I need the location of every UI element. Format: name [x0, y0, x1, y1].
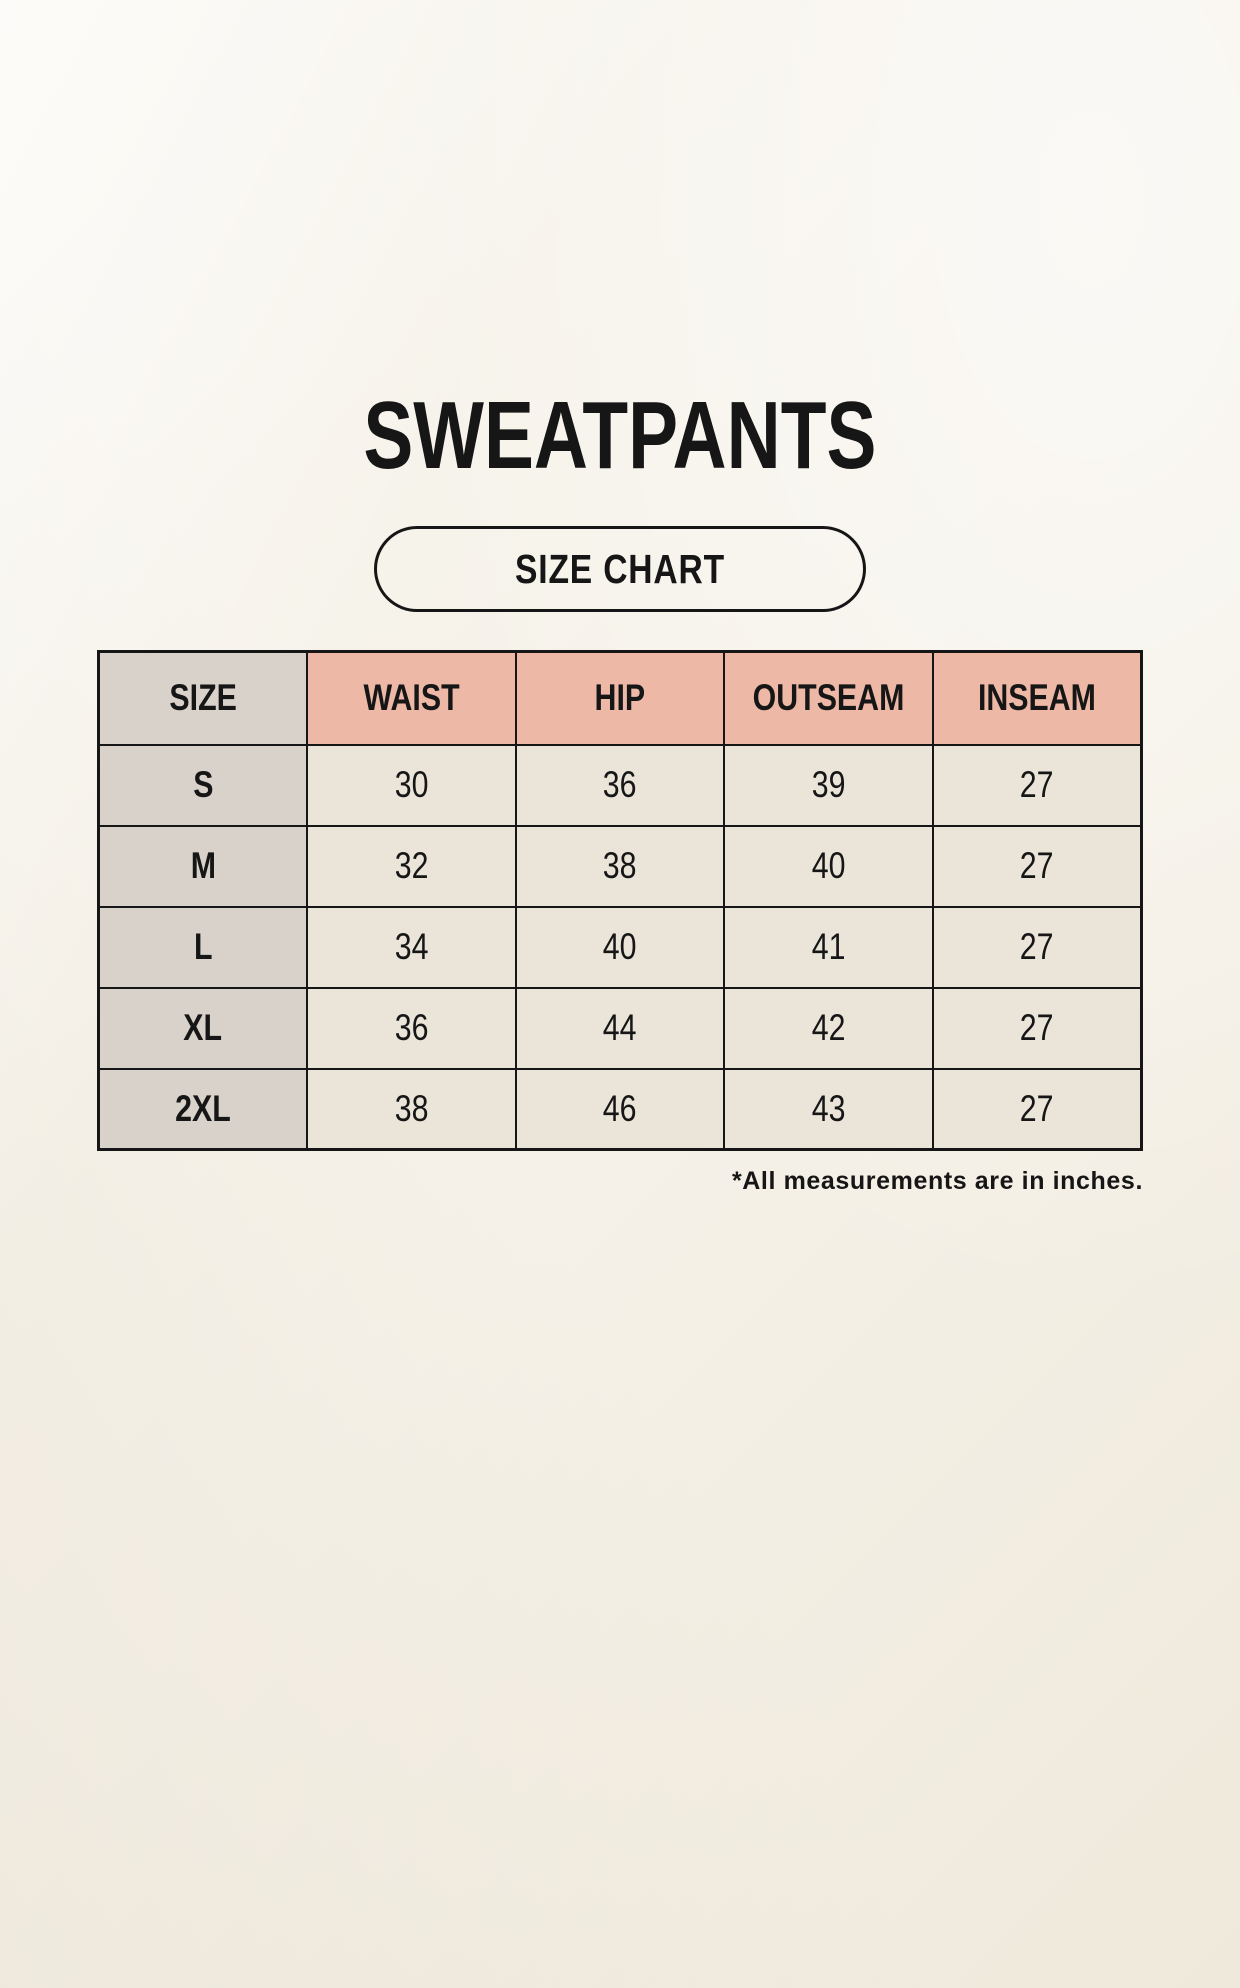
column-header-inseam-label: INSEAM: [977, 677, 1096, 719]
table-header-row: [99, 652, 1142, 745]
cell-s-outseam-value: 39: [811, 764, 846, 805]
table-row-xl: [99, 988, 1142, 1069]
cell-2xl-outseam-value: 43: [811, 1087, 846, 1129]
cell-l-hip-value: 40: [603, 926, 637, 967]
column-header-hip: [516, 652, 725, 745]
cell-xl-inseam: [933, 988, 1142, 1069]
size-chart-badge: [374, 526, 866, 612]
column-header-waist-label: WAIST: [363, 677, 460, 719]
cell-2xl-waist: [307, 1069, 516, 1150]
cell-2xl-inseam: [933, 1069, 1142, 1150]
cell-l-hip: [516, 907, 725, 988]
row-label-2xl: [99, 1069, 308, 1150]
row-label-l: [99, 907, 308, 988]
row-label-s: [99, 745, 308, 826]
size-chart-table: [97, 650, 1143, 1151]
column-header-outseam-label: OUTSEAM: [752, 677, 905, 719]
cell-l-inseam-value: 27: [1020, 926, 1054, 967]
size-chart-badge-label: SIZE CHART: [515, 545, 725, 592]
cell-m-inseam-value: 27: [1020, 845, 1054, 886]
cell-m-outseam: [724, 826, 933, 907]
row-label-xl-text: XL: [183, 1007, 223, 1048]
cell-l-outseam-value: 41: [811, 926, 846, 967]
cell-s-inseam-value: 27: [1020, 764, 1054, 805]
column-header-inseam: [933, 652, 1142, 745]
cell-xl-waist-value: 36: [394, 1007, 429, 1048]
cell-xl-hip-value: 44: [603, 1007, 637, 1048]
cell-s-outseam: [724, 745, 933, 826]
cell-m-hip: [516, 826, 725, 907]
column-header-outseam: [724, 652, 933, 745]
cell-2xl-hip: [516, 1069, 725, 1150]
row-label-2xl-text: 2XL: [175, 1087, 231, 1129]
table-row-s: [99, 745, 1142, 826]
cell-2xl-waist-value: 38: [394, 1087, 429, 1129]
table-row-l: [99, 907, 1142, 988]
cell-m-outseam-value: 40: [811, 845, 846, 886]
row-label-m-text: M: [190, 845, 216, 886]
column-header-hip-label: HIP: [594, 677, 646, 719]
cell-xl-outseam-value: 42: [811, 1007, 846, 1048]
table-row-m: [99, 826, 1142, 907]
row-label-m: [99, 826, 308, 907]
cell-l-outseam: [724, 907, 933, 988]
row-label-l-text: L: [193, 926, 213, 967]
cell-2xl-hip-value: 46: [603, 1087, 637, 1129]
row-label-xl: [99, 988, 308, 1069]
cell-s-inseam: [933, 745, 1142, 826]
column-header-size: [99, 652, 308, 745]
cell-m-waist-value: 32: [394, 845, 429, 886]
cell-m-waist: [307, 826, 516, 907]
cell-l-waist: [307, 907, 516, 988]
measurements-footnote: *All measurements are in inches.: [731, 1167, 1143, 1195]
row-label-s-text: S: [192, 764, 214, 805]
cell-s-hip-value: 36: [603, 764, 637, 805]
column-header-size-label: SIZE: [169, 677, 237, 719]
table-row-2xl: [99, 1069, 1142, 1150]
cell-xl-outseam: [724, 988, 933, 1069]
size-chart-table-container: [97, 650, 1143, 1151]
cell-l-inseam: [933, 907, 1142, 988]
cell-2xl-outseam: [724, 1069, 933, 1150]
page-title: [0, 382, 1240, 489]
cell-l-waist-value: 34: [394, 926, 429, 967]
page-title-text: SWEATPANTS: [363, 382, 877, 489]
cell-s-waist: [307, 745, 516, 826]
cell-s-waist-value: 30: [394, 764, 429, 805]
cell-s-hip: [516, 745, 725, 826]
column-header-waist: [307, 652, 516, 745]
cell-xl-hip: [516, 988, 725, 1069]
cell-xl-inseam-value: 27: [1020, 1007, 1054, 1048]
cell-m-inseam: [933, 826, 1142, 907]
cell-2xl-inseam-value: 27: [1020, 1087, 1054, 1129]
cell-xl-waist: [307, 988, 516, 1069]
cell-m-hip-value: 38: [603, 845, 637, 886]
